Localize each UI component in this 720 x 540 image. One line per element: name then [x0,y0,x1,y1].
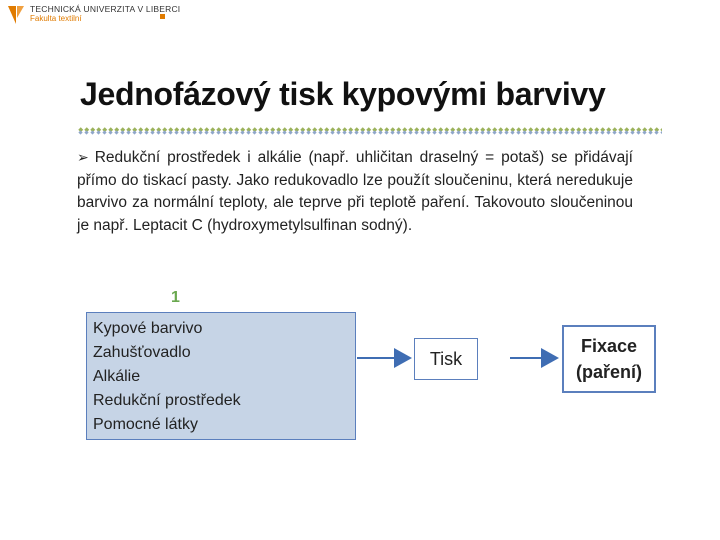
fixation-step-sublabel: (paření) [575,362,642,382]
print-step-label: Tisk [429,348,463,369]
slide-title: Jednofázový tisk kypovými barvivy [80,76,606,112]
ingredient-item: Zahušťovadlo [93,344,191,361]
ingredient-item: Kypové barvivo [93,320,203,337]
fixation-step-label: Fixace [580,336,638,356]
logo-faculty-name: Fakulta textilní [30,14,82,23]
ingredient-item: Pomocné látky [93,416,198,433]
step-number: 1 [171,289,180,306]
logo-university-name: TECHNICKÁ UNIVERZITA V LIBERCI [30,4,181,14]
arrow-bullet-icon: ➢ [77,149,89,165]
ingredient-item: Redukční prostředek [93,392,241,409]
ingredient-item: Alkálie [93,368,141,385]
paragraph-text: Redukční prostředek i alkálie (např. uhličitan draselný = potaš) se přidávají přímo do tiskací pasty. Jako redukovadlo lze použít sloučeninu, která neredukuje barvivo za normální teploty, ale teprve při teplotě paření. Takovouto sloučeninou je např. Leptacit C (hydroxymetylsulfinan sodný). [77,149,633,234]
